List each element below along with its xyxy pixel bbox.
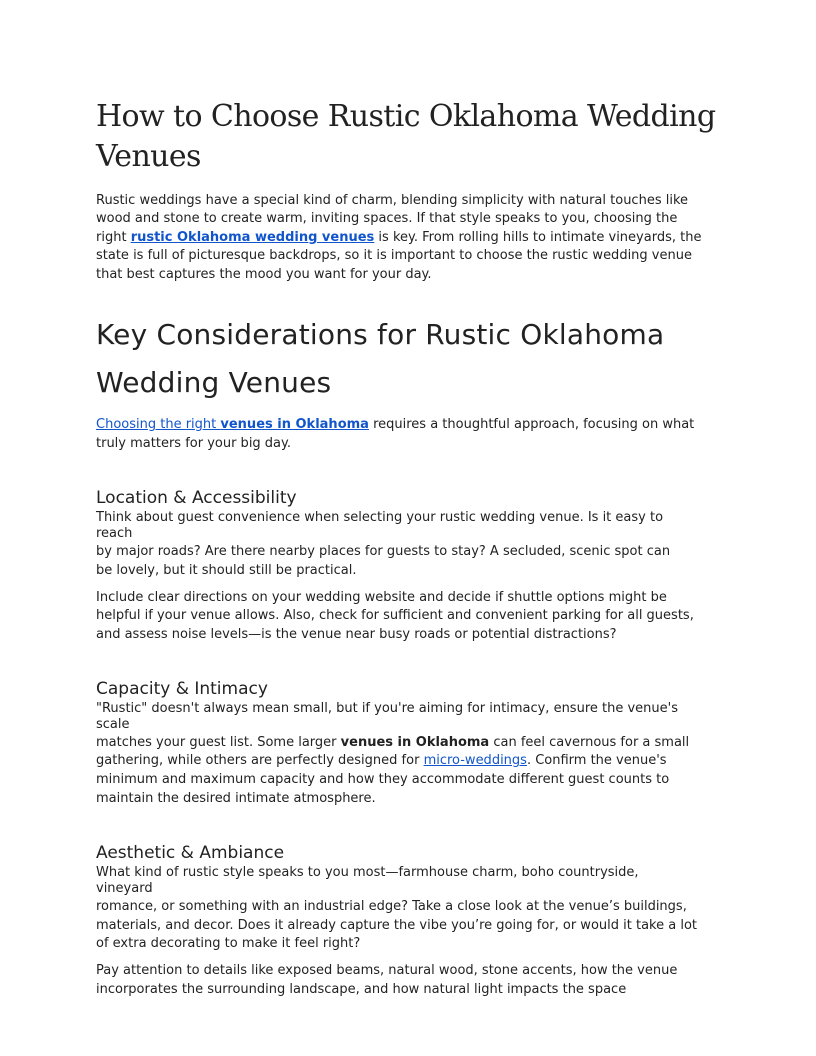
venues-link-bold: venues in Oklahoma <box>220 417 369 432</box>
intro-line-5: that best captures the mood you want for your day. <box>96 267 432 282</box>
intro-line-2: wood and stone to create warm, inviting spaces. If that style speaks to you, choosing the <box>96 211 678 226</box>
section-para-line-1 <box>96 416 694 434</box>
micro-weddings-link[interactable]: micro-weddings <box>423 753 527 768</box>
location-p2-line-1: Include clear directions on your wedding website and decide if shuttle options might be <box>96 590 667 605</box>
location-line-2: reach <box>96 526 133 541</box>
intro-line-3-post: is key. From rolling hills to intimate vineyards, the <box>374 230 702 245</box>
section-para-line-2: truly matters for your big day. <box>96 436 291 451</box>
location-p2-line-3: and assess noise levels—is the venue near busy roads or potential distractions? <box>96 627 617 642</box>
aesthetic-line-5: of extra decorating to make it feel right? <box>96 936 361 951</box>
capacity-line-4-post: . Confirm the venue's <box>526 753 667 768</box>
intro-line-3 <box>96 229 701 247</box>
page-title-line-2: Venues <box>96 139 201 174</box>
capacity-line-6: maintain the desired intimate atmosphere. <box>96 791 376 806</box>
capacity-line-3-pre: matches your guest list. Some larger <box>96 735 341 750</box>
capacity-line-3-post: can feel cavernous for a small <box>489 735 690 750</box>
aesthetic-line-3: romance, or something with an industrial edge? Take a close look at the venue’s buildings, <box>96 899 687 914</box>
aesthetic-line-2: vineyard <box>96 881 153 896</box>
aesthetic-line-4: materials, and decor. Does it already capture the vibe you’re going for, or would it take a lot <box>96 918 697 933</box>
capacity-line-2: scale <box>96 717 130 732</box>
aesthetic-line-1: What kind of rustic style speaks to you most—farmhouse charm, boho countryside, <box>96 865 639 880</box>
location-p2-line-2: helpful if your venue allows. Also, check for sufficient and convenient parking for all guests, <box>96 608 694 623</box>
venues-link-plain: Choosing the right <box>96 417 221 432</box>
intro-line-1: Rustic weddings have a special kind of charm, blending simplicity with natural touches like <box>96 193 689 208</box>
aesthetic-p2-line-2: incorporates the surrounding landscape, and how natural light impacts the space <box>96 982 627 997</box>
page-title-line-1: How to Choose Rustic Oklahoma Wedding <box>96 99 716 134</box>
location-line-1: Think about guest convenience when selecting your rustic wedding venue. Is it easy to <box>96 510 664 525</box>
capacity-line-5: minimum and maximum capacity and how they accommodate different guest counts to <box>96 772 670 787</box>
section-heading-line-1: Key Considerations for Rustic Oklahoma <box>96 318 665 351</box>
intro-line-3-pre: right <box>96 230 131 245</box>
capacity-line-1: "Rustic" doesn't always mean small, but if you're aiming for intimacy, ensure the venue's <box>96 701 678 716</box>
location-line-3: by major roads? Are there nearby places for guests to stay? A secluded, scenic spot can <box>96 544 671 559</box>
rustic-venues-link[interactable]: rustic Oklahoma wedding venues <box>130 230 375 245</box>
aesthetic-p2-line-1: Pay attention to details like exposed beams, natural wood, stone accents, how the venue <box>96 963 678 978</box>
capacity-line-4-pre: gathering, while others are perfectly designed for <box>96 753 424 768</box>
location-heading: Location & Accessibility <box>96 488 297 508</box>
location-line-4: be lovely, but it should still be practical. <box>96 563 357 578</box>
section-heading-line-2: Wedding Venues <box>96 366 332 399</box>
intro-line-4: state is full of picturesque backdrops, so it is important to choose the rustic wedding venue <box>96 248 692 263</box>
capacity-line-4 <box>96 752 667 770</box>
capacity-heading: Capacity & Intimacy <box>96 679 268 699</box>
aesthetic-heading: Aesthetic & Ambiance <box>96 843 285 863</box>
capacity-line-3-bold: venues in Oklahoma <box>340 735 490 750</box>
venues-in-oklahoma-link[interactable] <box>96 417 369 432</box>
section-para-line-1-post: requires a thoughtful approach, focusing on what <box>368 417 695 432</box>
capacity-line-3 <box>96 734 689 752</box>
